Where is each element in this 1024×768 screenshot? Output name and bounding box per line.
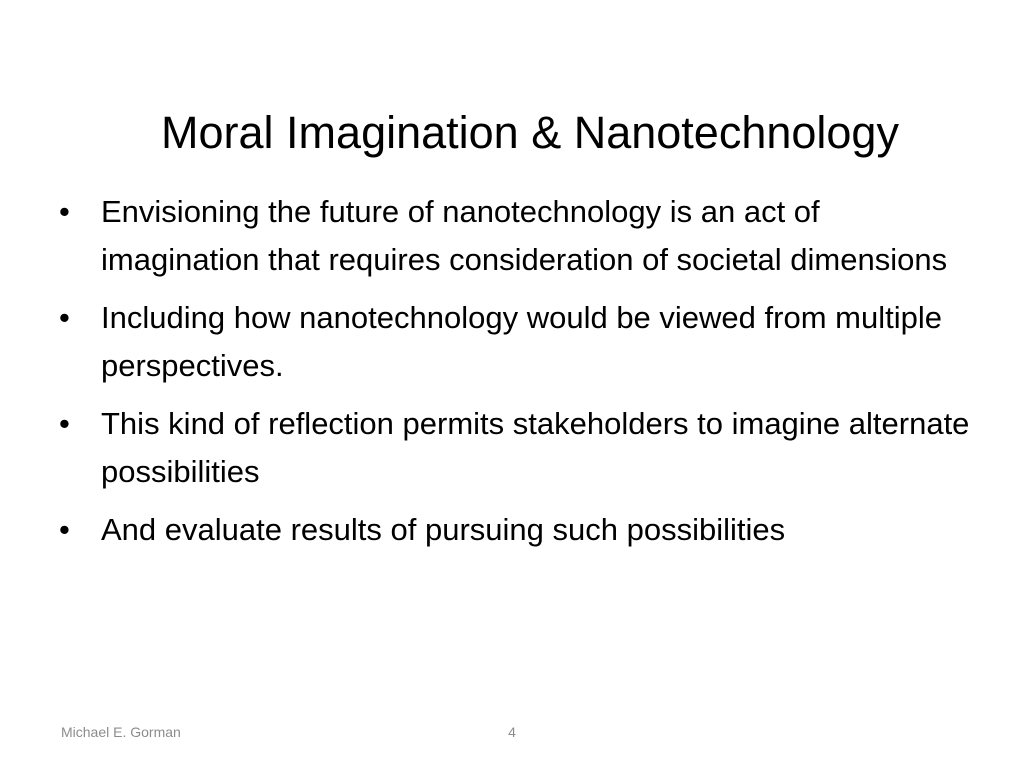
footer-page-number: 4 xyxy=(508,724,516,740)
bullet-list xyxy=(56,188,976,564)
bullet-item xyxy=(56,400,976,496)
footer-author: Michael E. Gorman xyxy=(61,724,181,740)
bullet-icon: • xyxy=(59,512,70,547)
bullet-item xyxy=(56,188,976,284)
bullet-text: Envisioning the future of nanotechnology is an act of imagination that requires consideration of societal dimensions xyxy=(101,194,948,277)
bullet-icon: • xyxy=(59,406,70,441)
slide-title: Moral Imagination & Nanotechnology xyxy=(161,107,899,158)
bullet-text: And evaluate results of pursuing such possibilities xyxy=(101,512,786,547)
bullet-item xyxy=(56,294,976,390)
bullet-text: This kind of reflection permits stakeholders to imagine alternate possibilities xyxy=(101,406,970,489)
bullet-text: Including how nanotechnology would be viewed from multiple perspectives. xyxy=(101,300,942,383)
bullet-icon: • xyxy=(59,194,70,229)
bullet-icon: • xyxy=(59,300,70,335)
bullet-item xyxy=(56,506,976,554)
